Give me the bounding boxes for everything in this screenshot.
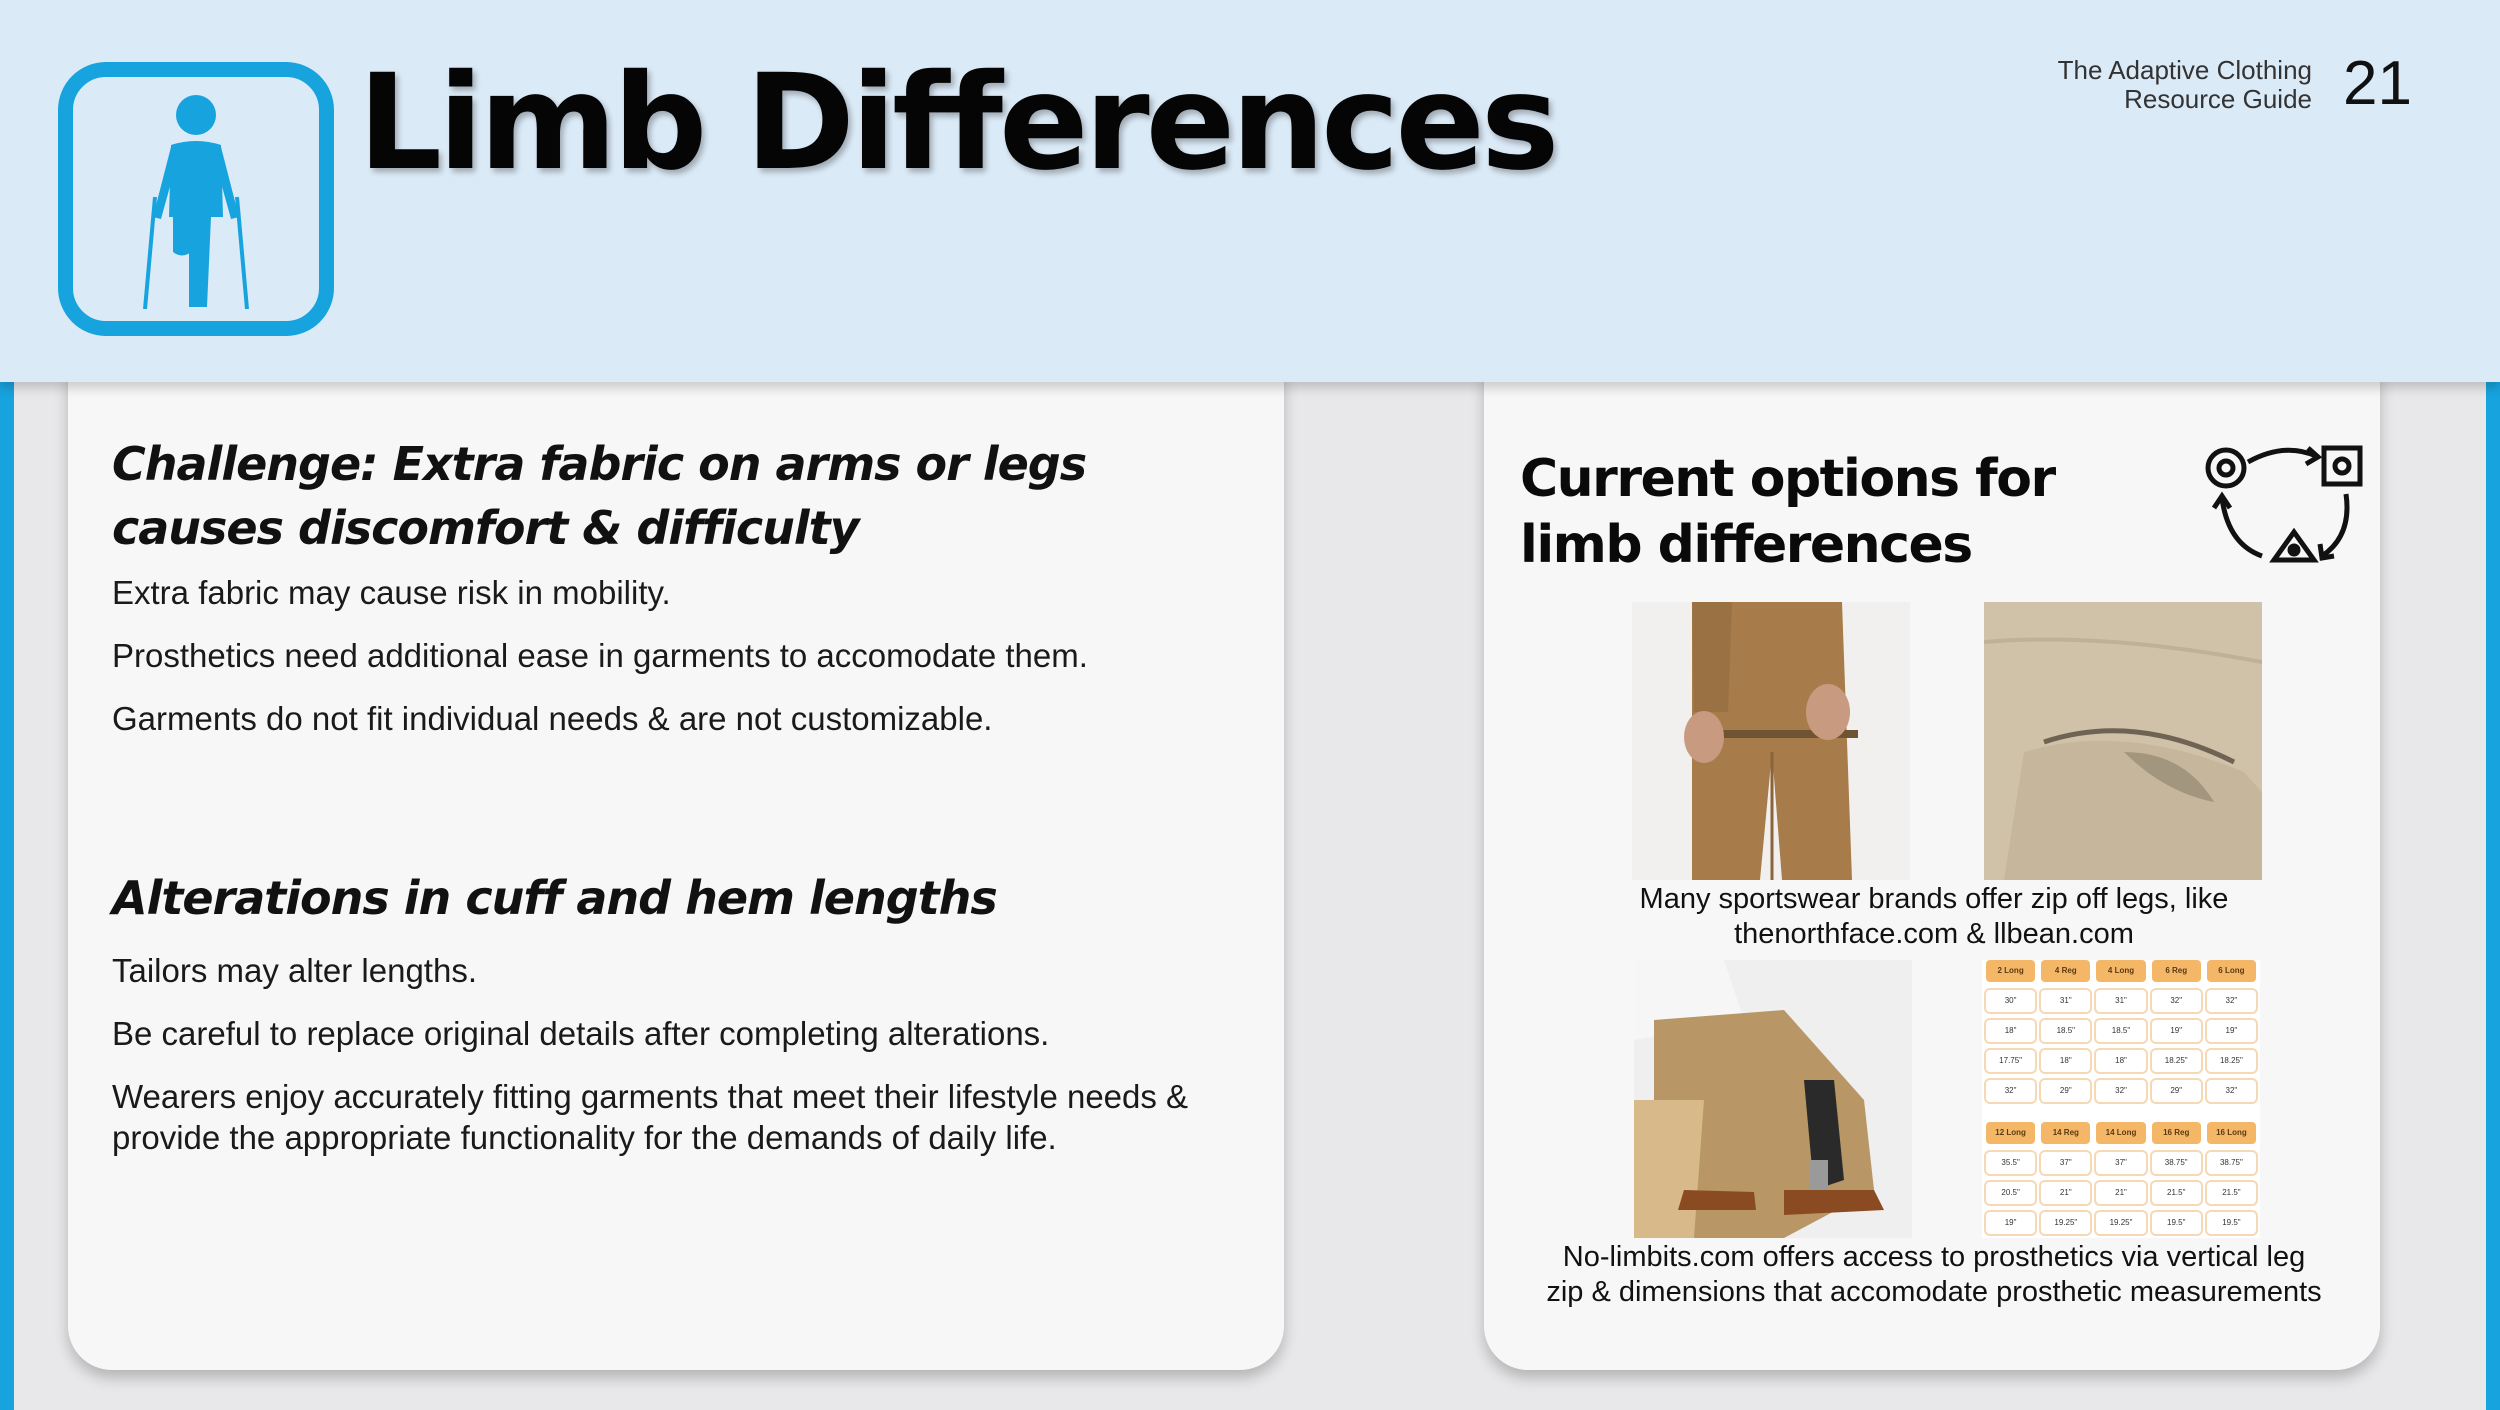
size-chart-header-cell: 16 Long <box>2207 1122 2256 1144</box>
challenge-point: Prosthetics need additional ease in garments to accomodate them. <box>112 637 1088 674</box>
size-chart-cell: 18.25" <box>2152 1050 2201 1072</box>
size-chart-header-cell: 16 Reg <box>2152 1122 2201 1144</box>
size-chart-row <box>1986 1050 2256 1072</box>
size-chart-cell: 31" <box>2096 990 2145 1012</box>
right-accent-bar <box>2486 380 2500 1410</box>
size-chart-row <box>1986 1152 2256 1174</box>
guide-name-line1: The Adaptive Clothing <box>2057 55 2312 85</box>
page-number: 21 <box>2343 49 2412 118</box>
size-chart-cell: 18" <box>2096 1050 2145 1072</box>
size-chart-cell: 38.75" <box>2152 1152 2201 1174</box>
size-chart-header-cell: 2 Long <box>1986 960 2035 982</box>
size-chart-cell: 18" <box>1986 1020 2035 1042</box>
size-chart-cell: 32" <box>2207 990 2256 1012</box>
guide-name <box>2058 56 2312 114</box>
size-chart-header-cell: 4 Long <box>2096 960 2145 982</box>
size-chart-cell: 18.25" <box>2207 1050 2256 1072</box>
alterations-point: Be careful to replace original details after completing alterations. <box>112 1015 1050 1052</box>
challenge-point: Extra fabric may cause risk in mobility. <box>112 574 671 611</box>
size-chart-cell: 32" <box>2096 1080 2145 1102</box>
zipper-pocket-photo <box>1984 602 2262 880</box>
size-chart-cell: 32" <box>2152 990 2201 1012</box>
size-chart-header-cell: 14 Reg <box>2041 1122 2090 1144</box>
size-chart-header-cell: 12 Long <box>1986 1122 2035 1144</box>
alterations-points <box>112 950 1242 1180</box>
guide-name-line2: Resource Guide <box>2124 84 2312 114</box>
size-chart-cell: 18.5" <box>2096 1020 2145 1042</box>
size-chart-cell: 32" <box>2207 1080 2256 1102</box>
size-chart-cell: 29" <box>2152 1080 2201 1102</box>
size-chart-image <box>1982 960 2260 1238</box>
left-accent-bar <box>0 380 14 1410</box>
size-chart-cell: 20.5" <box>1986 1182 2035 1204</box>
challenge-heading: Challenge: Extra fabric on arms or legs causes discomfort & difficulty <box>112 437 1087 555</box>
prosthetic-caption: No-limbits.com offers access to prosthetics via vertical leg zip & dimensions that accomodate prosthetic measurements <box>1546 1241 2322 1308</box>
size-chart-cell: 21" <box>2096 1182 2145 1204</box>
page-header <box>0 0 2500 382</box>
size-chart-cell: 17.75" <box>1986 1050 2035 1072</box>
size-chart-cell: 21" <box>2041 1182 2090 1204</box>
size-chart-cell: 32" <box>1986 1080 2035 1102</box>
size-chart-cell: 37" <box>2041 1152 2090 1174</box>
size-chart-cell: 18" <box>2041 1050 2090 1072</box>
circle-square-triangle-cycle-icon <box>2196 432 2372 588</box>
size-chart-row <box>1986 1212 2256 1234</box>
challenge-card <box>68 340 1284 1370</box>
size-chart-cell: 19.25" <box>2096 1212 2145 1234</box>
alterations-point: Wearers enjoy accurately fitting garments that meet their lifestyle needs & provide the appropriate functionality for the demands of daily life. <box>112 1078 1189 1156</box>
challenge-point: Garments do not fit individual needs & are not customizable. <box>112 700 993 737</box>
page-title: Limb Differences <box>358 46 1556 200</box>
size-chart-cell: 35.5" <box>1986 1152 2035 1174</box>
size-chart-cell: 19" <box>1986 1212 2035 1234</box>
size-chart-cell: 19.25" <box>2041 1212 2090 1234</box>
size-chart-header-cell: 14 Long <box>2096 1122 2145 1144</box>
size-chart-header-cell: 6 Long <box>2207 960 2256 982</box>
size-chart-group-1 <box>1986 960 2256 1102</box>
size-chart-header-row <box>1986 960 2256 982</box>
size-chart-cell: 38.75" <box>2207 1152 2256 1174</box>
size-chart-group-2 <box>1986 1122 2256 1234</box>
options-card <box>1484 340 2380 1370</box>
size-chart-cell: 19" <box>2207 1020 2256 1042</box>
size-chart-cell: 19.5" <box>2152 1212 2201 1234</box>
zip-off-pants-photo <box>1632 602 1910 880</box>
size-chart-row <box>1986 1020 2256 1042</box>
options-heading: Current options for limb differences <box>1520 449 2055 575</box>
alterations-point: Tailors may alter lengths. <box>112 952 477 989</box>
size-chart-cell: 31" <box>2041 990 2090 1012</box>
size-chart-cell: 19.5" <box>2207 1212 2256 1234</box>
size-chart-cell: 30" <box>1986 990 2035 1012</box>
size-chart-header-row <box>1986 1122 2256 1144</box>
size-chart-row <box>1986 1182 2256 1204</box>
zip-off-caption: Many sportswear brands offer zip off legs, like thenorthface.com & llbean.com <box>1639 883 2229 950</box>
challenge-points <box>112 572 1242 761</box>
size-chart-cell: 29" <box>2041 1080 2090 1102</box>
size-chart-cell: 37" <box>2096 1152 2145 1174</box>
size-chart-header-cell: 6 Reg <box>2152 960 2201 982</box>
person-with-crutches-icon <box>58 62 334 336</box>
size-chart-header-cell: 4 Reg <box>2041 960 2090 982</box>
size-chart-cell: 19" <box>2152 1020 2201 1042</box>
alterations-heading: Alterations in cuff and hem lengths <box>112 871 997 925</box>
size-chart-cell: 18.5" <box>2041 1020 2090 1042</box>
size-chart-cell: 21.5" <box>2207 1182 2256 1204</box>
size-chart-row <box>1986 990 2256 1012</box>
size-chart-row <box>1986 1080 2256 1102</box>
size-chart-cell: 21.5" <box>2152 1182 2201 1204</box>
prosthetic-leg-zip-photo <box>1634 960 1912 1238</box>
size-chart-table <box>1982 960 2260 1238</box>
